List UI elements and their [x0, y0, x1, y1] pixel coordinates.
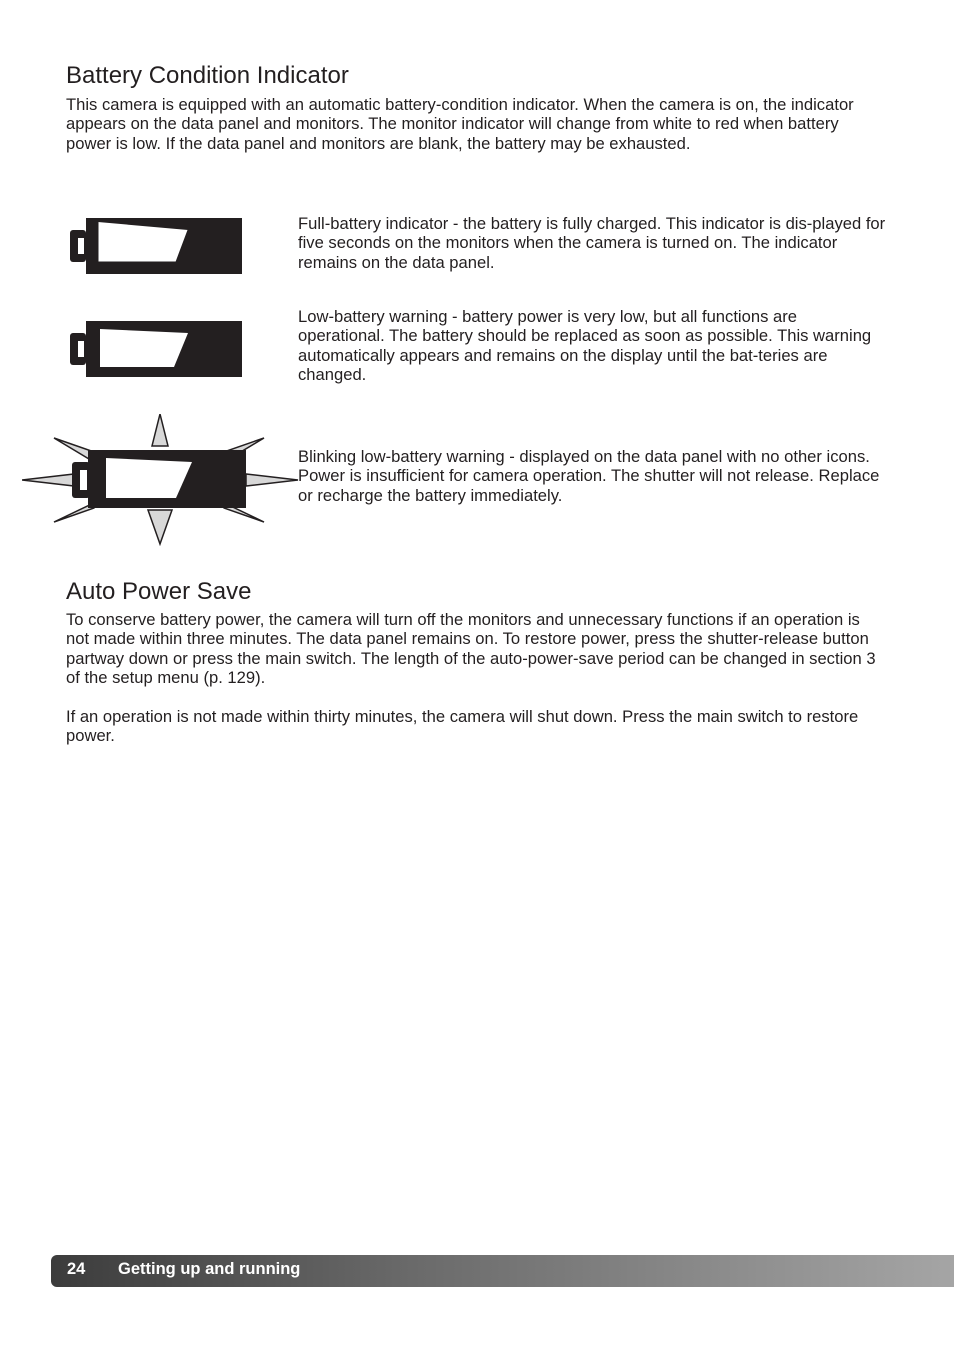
battery-section-heading: Battery Condition Indicator: [66, 62, 349, 89]
section-title: Getting up and running: [118, 1260, 301, 1278]
blinking-battery-description: Blinking low-battery warning - displayed on the data panel with no other icons. Power is insufficient for camera operation. The shutter will not release. Replace or recharge the battery immediately.: [298, 447, 880, 505]
power-section-heading: Auto Power Save: [66, 578, 252, 605]
battery-section-intro: This camera is equipped with an automatic battery-condition indicator. When the camera is on, the indicator appears on the data panel and monitors. The monitor indicator will change from white to red when battery power is low. If the data panel and monitors are blank, the battery may be exhausted.: [66, 95, 854, 153]
blinking-low-battery-icon: [22, 414, 300, 546]
full-battery-description: Full-battery indicator - the battery is fully charged. This indicator is dis-played for five seconds on the monitors when the camera is turned on. The indicator remains on the data panel.: [298, 214, 886, 272]
low-battery-description: Low-battery warning - battery power is very low, but all functions are operational. The battery should be replaced as soon as possible. This warning automatically appears and remains on the display until the bat-teries are changed.: [298, 307, 872, 385]
footer-bar: [51, 1255, 954, 1287]
low-battery-icon: [70, 321, 244, 379]
power-paragraph-1: To conserve battery power, the camera will turn off the monitors and unnecessary functions if an operation is not made within three minutes. The data panel remains on. To restore power, press the shutter-release button partway down or press the main switch. The length of the auto-power-save period can be changed in section 3 of the setup menu (p. 129).: [66, 610, 876, 688]
power-paragraph-2: If an operation is not made within thirty minutes, the camera will shut down. Press the main switch to restore power.: [66, 707, 859, 746]
page-number: 24: [67, 1260, 86, 1278]
full-battery-icon: [70, 218, 244, 276]
